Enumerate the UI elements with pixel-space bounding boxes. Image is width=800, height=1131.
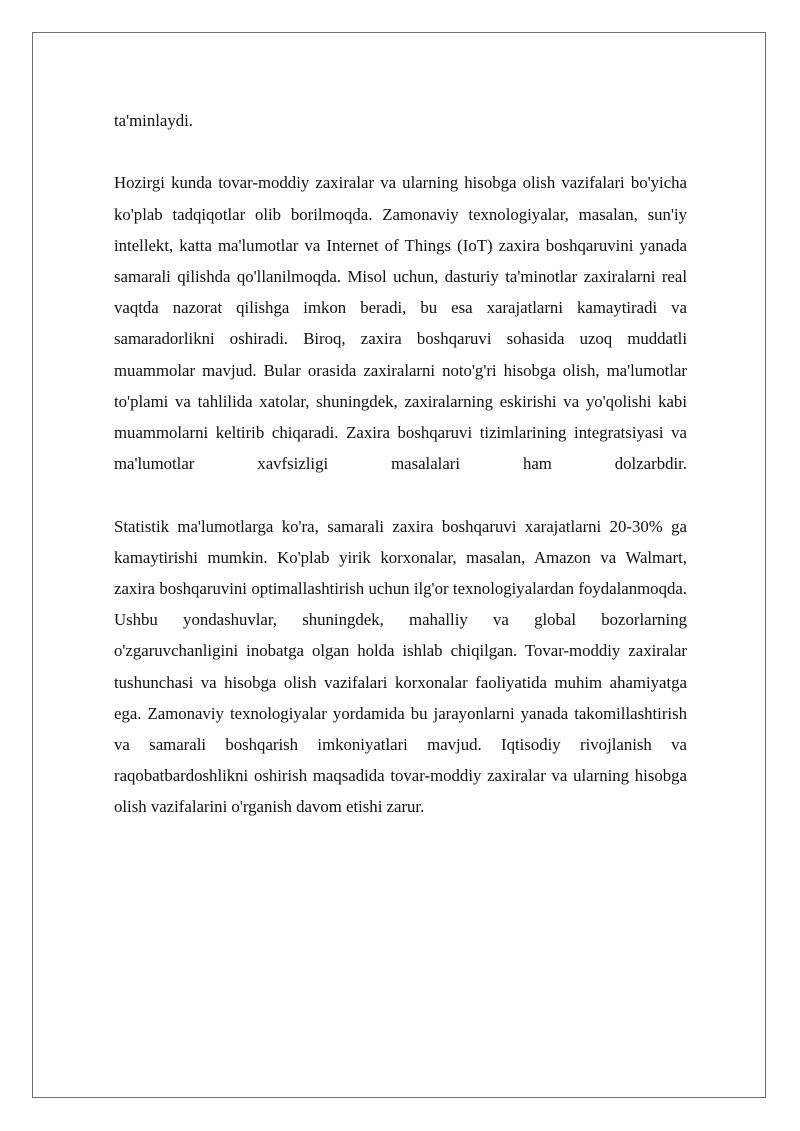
paragraph-spacer xyxy=(114,136,687,167)
paragraph-research-overview: Hozirgi kunda tovar-moddiy zaxiralar va ularning hisobga olish vazifalari bo'yicha ko'plab tadqiqotlar olib borilmoqda. Zamonaviy texnologiyalar, masalan, sun'iy intellekt, katta ma'lumotlar va Internet of Things (IoT) zaxira boshqaruvini yanada samarali qilishda qo'llanilmoqda. Misol uchun, dasturiy ta'minotlar zaxiralarni real vaqtda nazorat qilishga imkon beradi, bu esa xarajatlarni kamaytiradi va samaradorlikni oshiradi. Biroq, zaxira boshqaruvi sohasida uzoq muddatli muammolar mavjud. Bular orasida zaxiralarni noto'g'ri hisobga olish, ma'lumotlar to'plami va tahlilida xatolar, shuningdek, zaxiralarning eskirishi va yo'qolishi kabi muammolarni keltirib chiqaradi. Zaxira boshqaruvi tizimlarining integratsiyasi va ma'lumotlar xavfsizligi masalalari ham dolzarbdir. xyxy=(114,173,687,474)
paragraph-continuation: ta'minlaydi. xyxy=(114,111,193,130)
page-body xyxy=(114,105,687,823)
paragraph-statistics: Statistik ma'lumotlarga ko'ra, samarali zaxira boshqaruvi xarajatlarni 20-30% ga kamaytirishi mumkin. Ko'plab yirik korxonalar, masalan, Amazon va Walmart, zaxira boshqaruvini optimallashtirish uchun ilg'or texnologiyalardan foydalanmoqda. Ushbu yondashuvlar, shuningdek, mahalliy va global bozorlarning o'zgaruvchanligini inobatga olgan holda ishlab chiqilgan. Tovar-moddiy zaxiralar tushunchasi va hisobga olish vazifalari korxonalar faoliyatida muhim ahamiyatga ega. Zamonaviy texnologiyalar yordamida bu jarayonlarni yanada takomillashtirish va samarali boshqarish imkoniyatlari mavjud. Iqtisodiy rivojlanish va raqobatbardoshlikni oshirish maqsadida tovar-moddiy zaxiralar va ularning hisobga olish vazifalarini o'rganish davom etishi zarur. xyxy=(114,516,687,817)
document-page xyxy=(32,32,766,1098)
paragraph-spacer xyxy=(114,479,687,510)
